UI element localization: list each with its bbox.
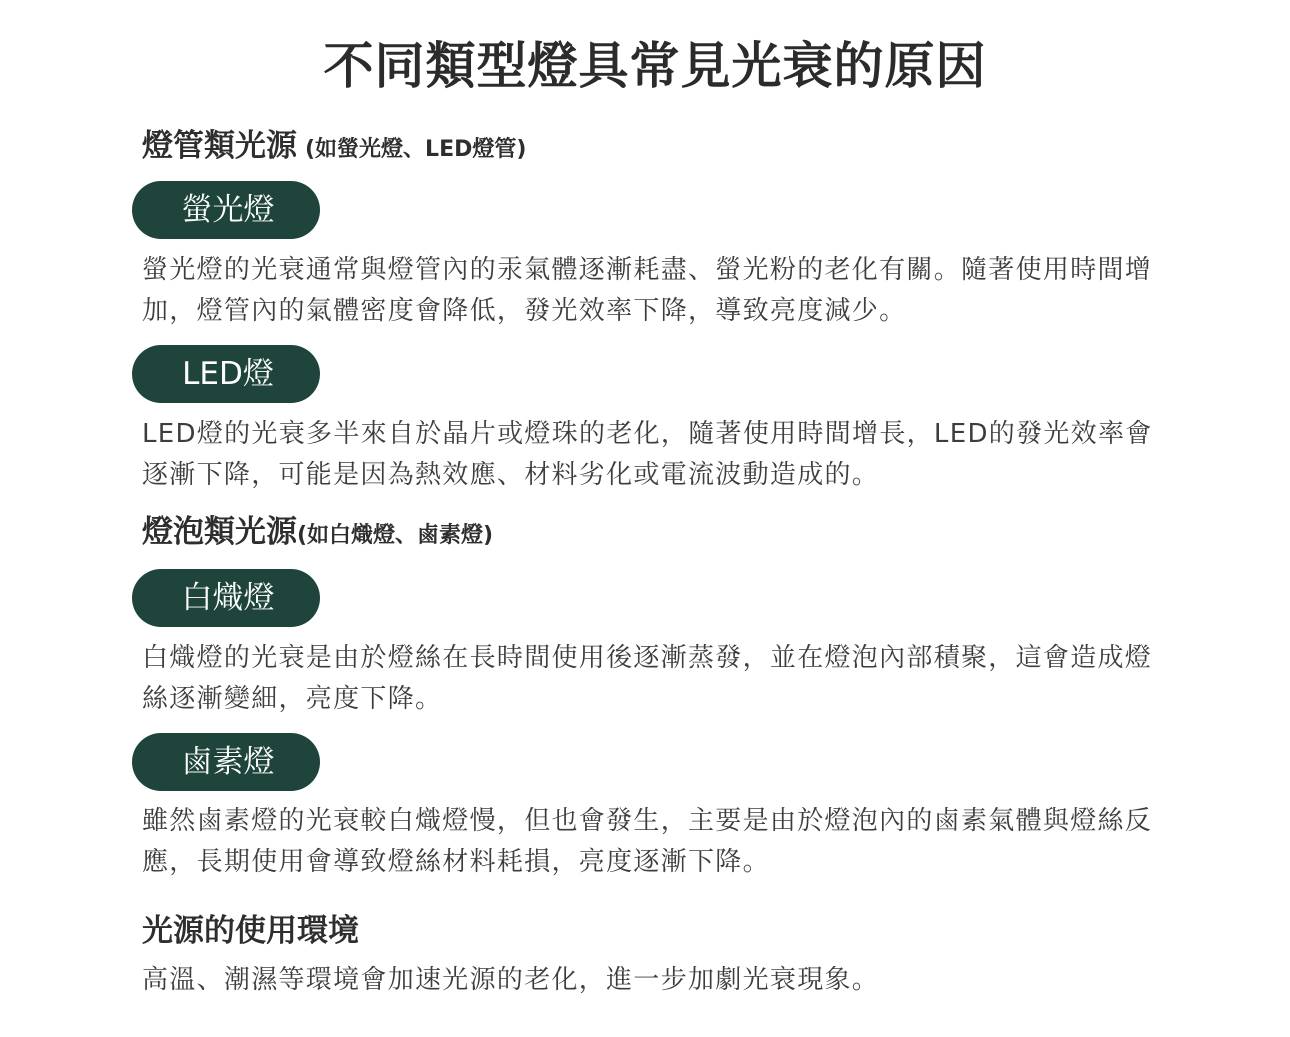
tube-section-heading [142, 126, 526, 170]
incandescent-description: 白熾燈的光衰是由於燈絲在長時間使用後逐漸蒸發，並在燈泡內部積聚，這會造成燈絲逐漸變細，亮度下降。 [142, 643, 1153, 714]
fluorescent-description: 螢光燈的光衰通常與燈管內的汞氣體逐漸耗盡、螢光粉的老化有關。隨著使用時間增加，燈管內的氣體密度會降低，發光效率下降，導致亮度減少。 [142, 255, 1153, 326]
halogen-tag: 鹵素燈 [132, 733, 320, 791]
fluorescent-tag: 螢光燈 [132, 181, 320, 239]
bulb-section-note: (如白熾燈、鹵素燈) [297, 523, 494, 548]
led-description: LED燈的光衰多半來自於晶片或燈珠的老化，隨著使用時間增長，LED的發光效率會逐漸下降，可能是因為熱效應、材料劣化或電流波動造成的。 [142, 419, 1153, 490]
tube-section-title: 燈管類光源 [142, 128, 297, 164]
environment-heading: 光源的使用環境 [142, 913, 359, 949]
bulb-section-heading [142, 512, 493, 556]
environment-description: 高溫、潮濕等環境會加速光源的老化，進一步加劇光衰現象。 [142, 965, 880, 995]
led-tag: LED燈 [132, 345, 320, 403]
page-title: 不同類型燈具常見光衰的原因 [323, 37, 987, 95]
tube-section-note: (如螢光燈、LED燈管) [305, 137, 527, 162]
incandescent-tag: 白熾燈 [132, 569, 320, 627]
bulb-section-title: 燈泡類光源 [142, 514, 297, 550]
halogen-description: 雖然鹵素燈的光衰較白熾燈慢，但也會發生，主要是由於燈泡內的鹵素氣體與燈絲反應，長期使用會導致燈絲材料耗損，亮度逐漸下降。 [142, 806, 1153, 877]
